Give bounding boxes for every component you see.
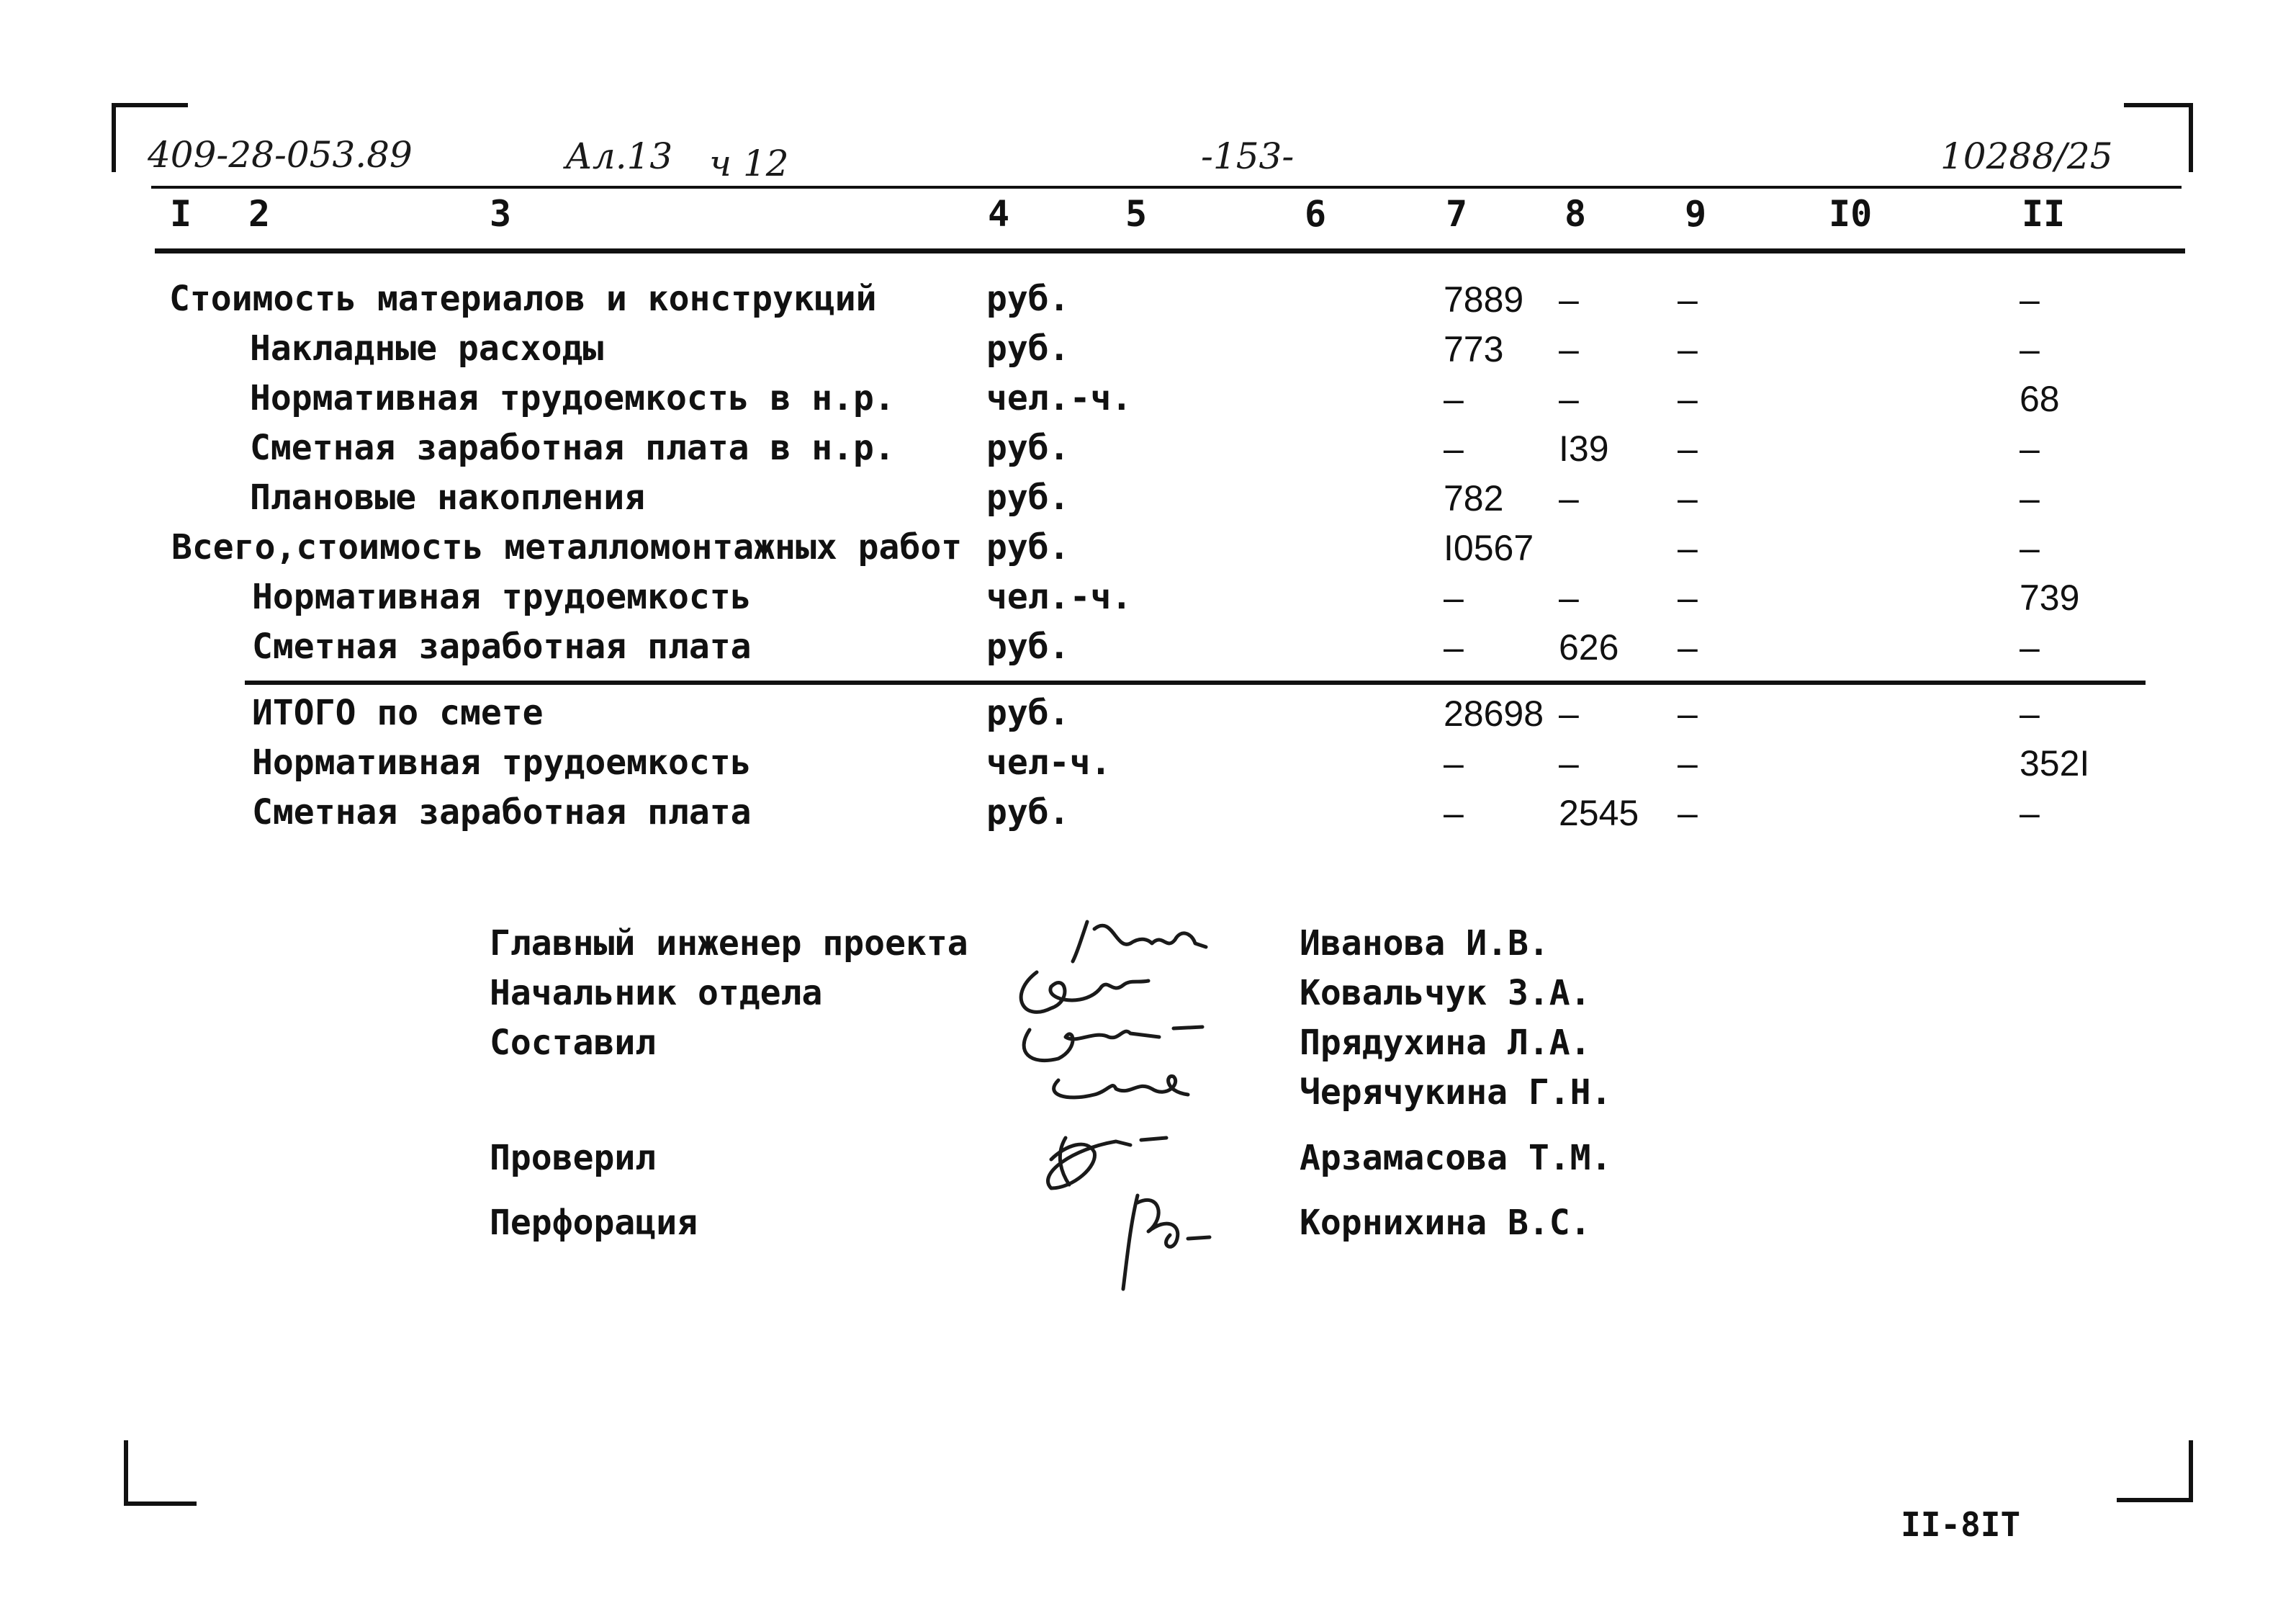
column-number-8: 8: [1565, 193, 1587, 235]
row-col7: –: [1444, 578, 1464, 618]
album-number: Ал.13: [565, 135, 673, 177]
signature-name: Арзамасова Т.М.: [1300, 1138, 1612, 1178]
row-col11: 352I: [2020, 743, 2090, 784]
row-label: ИТОГО по смете: [252, 693, 544, 733]
header-underline: [151, 186, 2182, 189]
row-col7: –: [1444, 428, 1464, 469]
row-label: Плановые накопления: [250, 477, 646, 518]
row-col9: –: [1678, 528, 1698, 568]
row-unit: руб.: [986, 792, 1070, 832]
row-unit: руб.: [986, 279, 1070, 319]
signature-name: Прядухина Л.А.: [1300, 1023, 1591, 1063]
row-col9: –: [1678, 743, 1698, 784]
frame-corner-bottom-left: [124, 1440, 197, 1506]
row-col11: –: [2020, 793, 2040, 833]
row-col8: 2545: [1559, 793, 1639, 833]
row-label: Сметная заработная плата в н.р.: [250, 428, 895, 468]
column-number-4: 4: [988, 193, 1010, 235]
row-col9: –: [1678, 279, 1698, 320]
row-label: Сметная заработная плата: [252, 627, 752, 667]
page-number: -153-: [1201, 135, 1295, 177]
row-col11: –: [2020, 329, 2040, 369]
row-col8: –: [1559, 379, 1579, 419]
column-header-rule: [155, 248, 2185, 253]
signature-name: Иванова И.В.: [1300, 923, 1549, 964]
row-col11: 739: [2020, 578, 2080, 618]
row-unit: руб.: [986, 693, 1070, 733]
row-col8: I39: [1559, 428, 1609, 469]
row-label: Нормативная трудоемкость в н.р.: [250, 378, 895, 418]
row-col8: –: [1559, 329, 1579, 369]
row-col11: –: [2020, 279, 2040, 320]
row-unit: руб.: [986, 527, 1070, 567]
row-col11: –: [2020, 428, 2040, 469]
row-unit: чел.-ч.: [986, 577, 1133, 617]
row-col8: 626: [1559, 627, 1619, 668]
row-col7: 28698: [1444, 693, 1544, 734]
row-col8: –: [1559, 578, 1579, 618]
row-col9: –: [1678, 793, 1698, 833]
signature-role: Начальник отдела: [490, 973, 823, 1013]
row-col7: –: [1444, 743, 1464, 784]
row-col11: –: [2020, 528, 2040, 568]
row-unit: руб.: [986, 627, 1070, 667]
row-col9: –: [1678, 627, 1698, 668]
row-label: Стоимость материалов и конструкций: [169, 279, 877, 319]
row-col7: 773: [1444, 329, 1504, 369]
row-col7: –: [1444, 627, 1464, 668]
footer-code: II-8IT: [1901, 1505, 2021, 1544]
frame-corner-top-right: [2124, 103, 2193, 172]
signature-name: Черячукина Г.Н.: [1300, 1072, 1612, 1113]
signature-role: Составил: [490, 1023, 657, 1063]
row-col7: 782: [1444, 478, 1504, 519]
row-col8: –: [1559, 693, 1579, 734]
volume-number: ч 12: [709, 143, 789, 184]
row-col9: –: [1678, 693, 1698, 734]
signature-role: Проверил: [490, 1138, 657, 1178]
row-label: Нормативная трудоемкость: [252, 577, 752, 617]
row-col7: –: [1444, 379, 1464, 419]
row-col9: –: [1678, 428, 1698, 469]
signature-name: Корнихина В.С.: [1300, 1203, 1591, 1243]
row-unit: руб.: [986, 328, 1070, 369]
row-col11: –: [2020, 627, 2040, 668]
row-col9: –: [1678, 379, 1698, 419]
row-unit: руб.: [986, 477, 1070, 518]
row-col9: –: [1678, 478, 1698, 519]
column-number-2: 2: [248, 193, 271, 235]
row-col11: 68: [2020, 379, 2060, 419]
row-unit: чел.-ч.: [986, 378, 1133, 418]
doc-code: 409-28-053.89: [148, 134, 413, 176]
row-col8: –: [1559, 279, 1579, 320]
row-col9: –: [1678, 329, 1698, 369]
column-number-10: I0: [1829, 193, 1873, 235]
row-col9: –: [1678, 578, 1698, 618]
row-col8: –: [1559, 743, 1579, 784]
column-number-1: I: [170, 193, 192, 235]
row-col11: –: [2020, 693, 2040, 734]
row-col7: I0567: [1444, 528, 1534, 568]
row-label: Накладные расходы: [250, 328, 604, 369]
signature-name: Ковальчук З.А.: [1300, 973, 1591, 1013]
registration-number: 10288/25: [1940, 135, 2113, 177]
signature-role: Перфорация: [490, 1203, 698, 1243]
row-col7: –: [1444, 793, 1464, 833]
total-separator-rule: [245, 681, 2146, 685]
column-number-9: 9: [1685, 193, 1707, 235]
row-label: Нормативная трудоемкость: [252, 742, 752, 783]
handwritten-signatures: [986, 900, 1246, 1318]
row-unit: чел-ч.: [986, 742, 1112, 783]
column-number-7: 7: [1446, 193, 1468, 235]
row-col11: –: [2020, 478, 2040, 519]
row-unit: руб.: [986, 428, 1070, 468]
frame-corner-bottom-right: [2117, 1440, 2193, 1502]
signature-role: Главный инженер проекта: [490, 923, 968, 964]
column-number-11: II: [2022, 193, 2066, 235]
row-col7: 7889: [1444, 279, 1524, 320]
column-number-5: 5: [1125, 193, 1148, 235]
column-number-6: 6: [1305, 193, 1327, 235]
row-label: Сметная заработная плата: [252, 792, 752, 832]
row-label: Всего,стоимость металломонтажных работ: [171, 527, 963, 567]
column-number-3: 3: [490, 193, 512, 235]
row-col8: –: [1559, 478, 1579, 519]
